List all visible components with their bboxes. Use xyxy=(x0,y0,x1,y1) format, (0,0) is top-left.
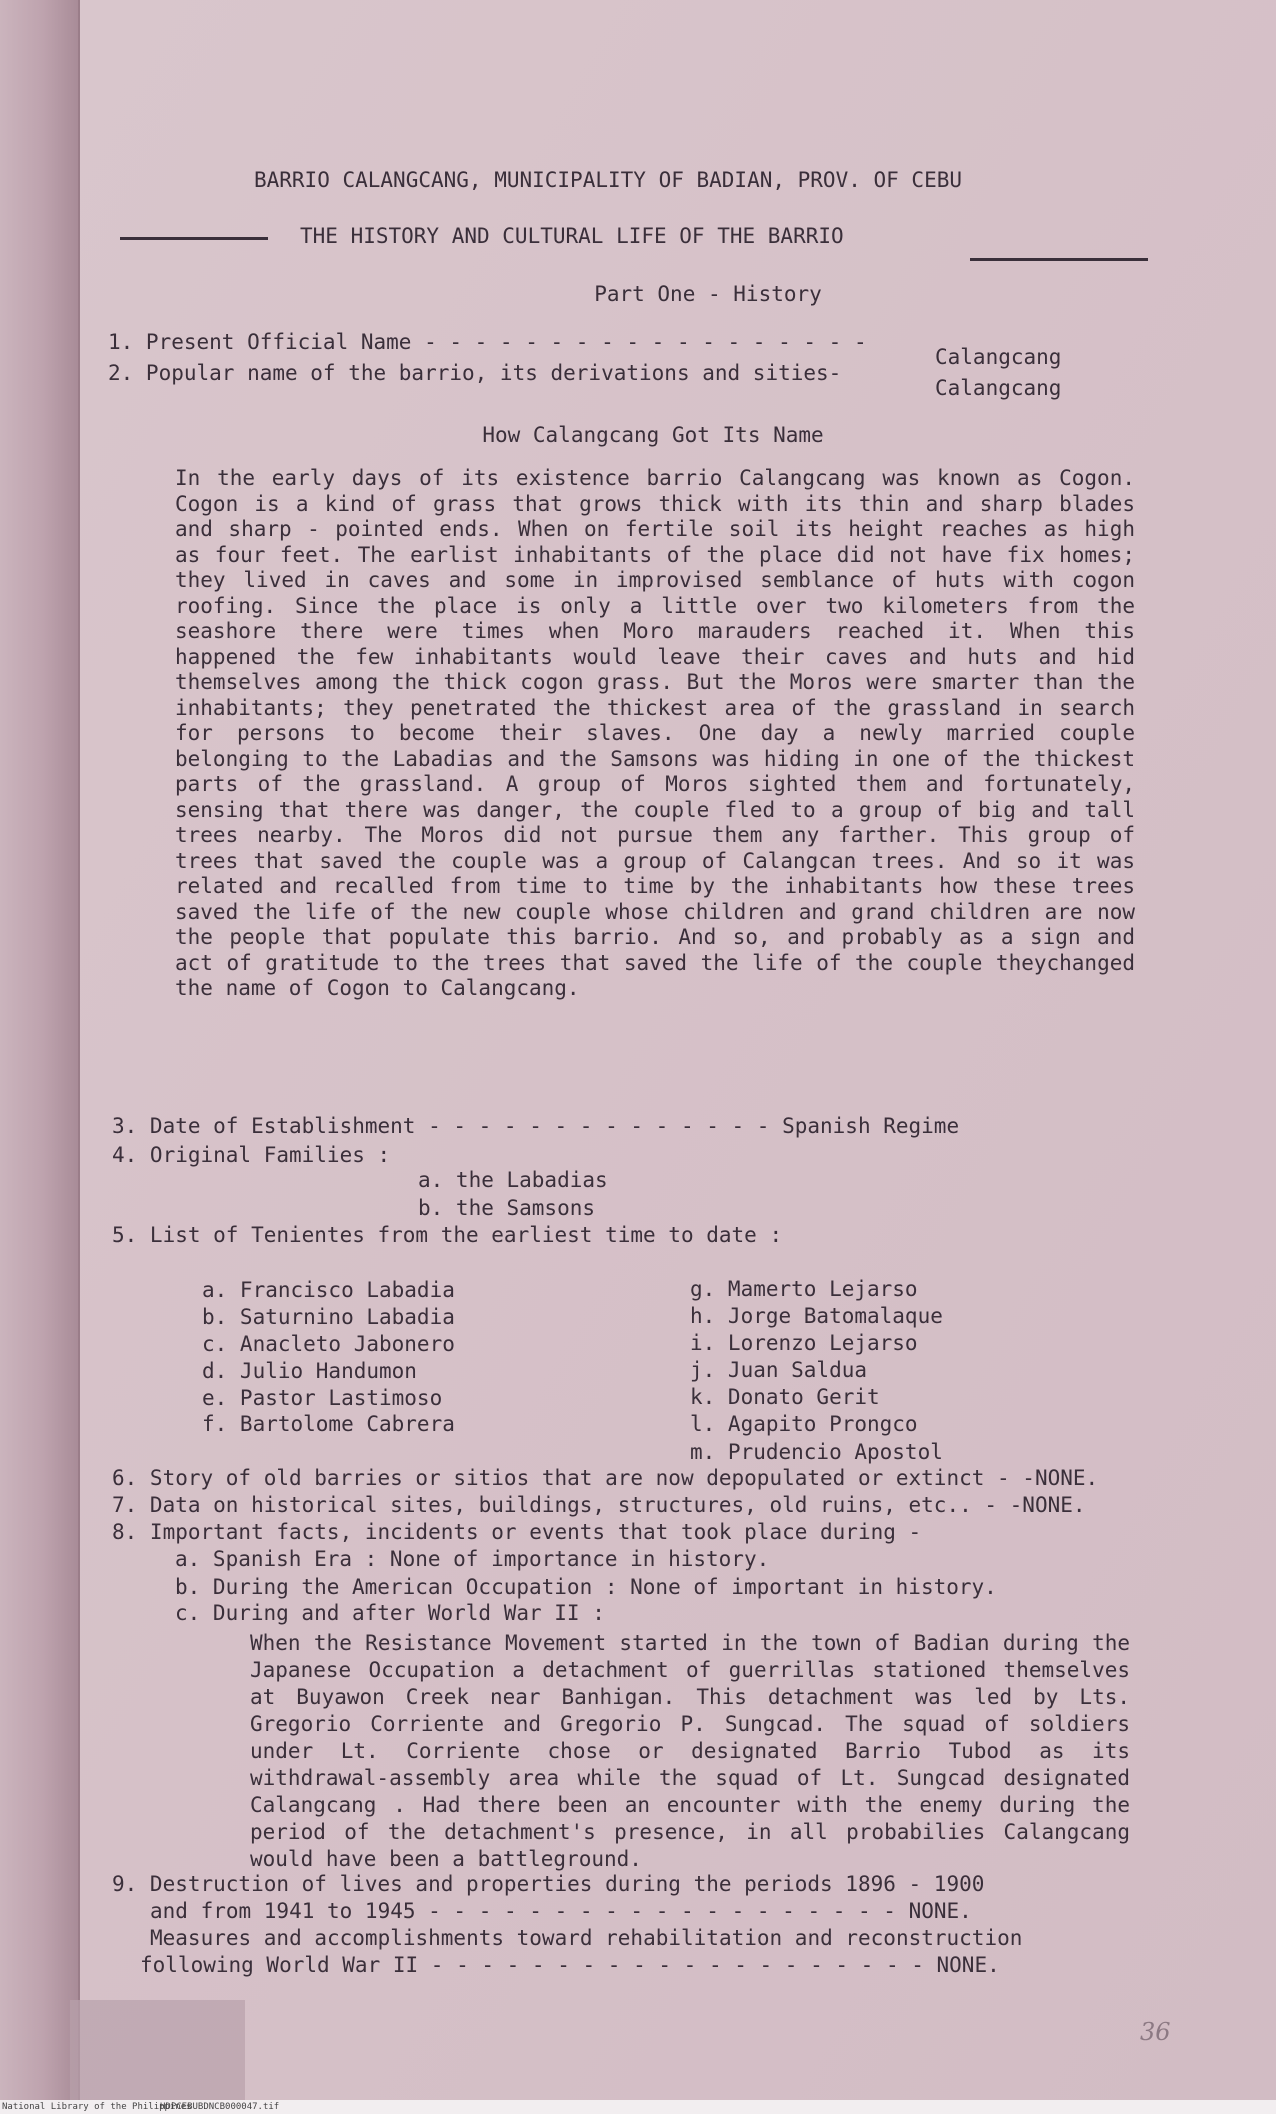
item-5-label: 5. List of Tenientes from the earliest time to date : xyxy=(112,1223,783,1247)
item-9-line-2: and from 1941 to 1945 - - - - - - - - - - - - - - - - - - - NONE. xyxy=(150,1899,972,1923)
page-left-edge xyxy=(0,0,80,2114)
teniente-f: f. Bartolome Cabrera xyxy=(202,1412,455,1436)
item-2-value: Calangcang xyxy=(935,376,1062,400)
teniente-g: g. Mamerto Lejarso xyxy=(690,1277,918,1301)
teniente-j: j. Juan Saldua xyxy=(690,1358,868,1382)
item-9-line-3: Measures and accomplishments toward rehabilitation and reconstruction xyxy=(150,1926,1023,1950)
item-1-value: Calangcang xyxy=(935,345,1062,369)
teniente-h: h. Jorge Batomalaque xyxy=(690,1304,943,1328)
teniente-e: e. Pastor Lastimoso xyxy=(202,1386,443,1410)
item-7: 7. Data on historical sites, buildings, structures, old ruins, etc.. - -NONE. xyxy=(112,1493,1086,1517)
teniente-d: d. Julio Handumon xyxy=(202,1359,417,1383)
heading-rule-left xyxy=(120,237,268,240)
item-8-label: 8. Important facts, incidents or events that took place during - xyxy=(112,1520,922,1544)
teniente-b: b. Saturnino Labadia xyxy=(202,1305,455,1329)
teniente-c: c. Anacleto Jabonero xyxy=(202,1332,455,1356)
item-9-line-4: following World War II - - - - - - - - - - - - - - - - - - - - NONE. xyxy=(140,1953,1000,1977)
tape-mark xyxy=(70,2000,245,2100)
story-paragraph: In the early days of its existence barrio Calangcang was known as Cogon. Cogon is a kind of grass that grows thick with its thin and sharp blades and sharp - pointed ends. When on fertile soil its height reaches as high as four feet. The earlist inhabitants of the place did not have fix homes; they lived in caves and some in improvised semblance of huts with cogon roofing. Since the place is only a little over two kilometers from the seashore there were times when Moro marauders reached it. When this happened the few inhabitants would leave their caves and huts and hid themselves among the thick cogon grass. But the Moros were smarter than the inhabitants; they penetrated the thickest area of the grassland in search for persons to become their slaves. One day a newly married couple belonging to the Labadias and the Samsons was hiding in one of the thickest parts of the grassland. A group of Moros sighted them and fortunately, sensing that there was danger, the couple fled to a group of big and tall trees nearby. The Moros did not pursue them any farther. This group of trees that saved the couple was a group of Calangcan trees. And so it was related and recalled from time to time by the inhabitants how these trees saved the life of the new couple whose children and grand children are now the people that populate this barrio. And so, and probably as a sign and act of gratitude to the trees that saved the life of the couple theychanged the name of Cogon to Calangcang. xyxy=(175,466,1135,1000)
teniente-l: l. Agapito Prongco xyxy=(690,1412,918,1436)
item-1-label: 1. Present Official Name - - - - - - - - - - - - - - - - - - xyxy=(108,330,867,354)
page-number: 36 xyxy=(1140,2018,1171,2046)
item-2-label: 2. Popular name of the barrio, its derivations and sities- xyxy=(108,361,842,385)
heading-rule-right xyxy=(970,258,1148,261)
teniente-i: i. Lorenzo Lejarso xyxy=(690,1331,918,1355)
item-4-label: 4. Original Families : xyxy=(112,1143,391,1167)
part-title: Part One - History xyxy=(594,282,822,306)
document-subheading: THE HISTORY AND CULTURAL LIFE OF THE BARRIO xyxy=(300,224,844,248)
item-4-a: a. the Labadias xyxy=(418,1168,608,1192)
item-4-b: b. the Samsons xyxy=(418,1196,596,1220)
teniente-a: a. Francisco Labadia xyxy=(202,1278,455,1302)
item-9-line-1: 9. Destruction of lives and properties during the periods 1896 - 1900 xyxy=(112,1872,985,1896)
teniente-m: m. Prudencio Apostol xyxy=(690,1440,943,1464)
item-6: 6. Story of old barries or sitios that are now depopulated or extinct - -NONE. xyxy=(112,1466,1099,1490)
item-3: 3. Date of Establishment - - - - - - - - - - - - - - Spanish Regime xyxy=(112,1114,960,1138)
item-8-paragraph: When the Resistance Movement started in the town of Badian during the Japanese Occupation a detachment of guerrillas stationed themselves at Buyawon Creek near Banhigan. This detachment was led by Lts. Gregorio Corriente and Gregorio P. Sungcad. The squad of soldiers under Lt. Corriente chose or designated Barrio Tubod as its withdrawal-assembly area while the squad of Lt. Sungcad designated Calangcang . Had there been an encounter with the enemy during the period of the detachment's presence, in all probabilies Calangcang would have been a battleground. xyxy=(250,1631,1130,1871)
scan-footer xyxy=(0,2100,1276,2114)
teniente-k: k. Donato Gerit xyxy=(690,1385,880,1409)
item-8-b: b. During the American Occupation : None of important in history. xyxy=(175,1575,997,1599)
item-8-a: a. Spanish Era : None of importance in history. xyxy=(175,1547,770,1571)
item-8-c: c. During and after World War II : xyxy=(175,1601,605,1625)
story-title: How Calangcang Got Its Name xyxy=(482,423,824,447)
footer-source: National Library of the Philippines xyxy=(2,2102,192,2112)
footer-filename: HDPCEBUBDNCB000047.tif xyxy=(160,2102,280,2112)
document-heading: BARRIO CALANGCANG, MUNICIPALITY OF BADIAN, PROV. OF CEBU xyxy=(253,168,962,192)
